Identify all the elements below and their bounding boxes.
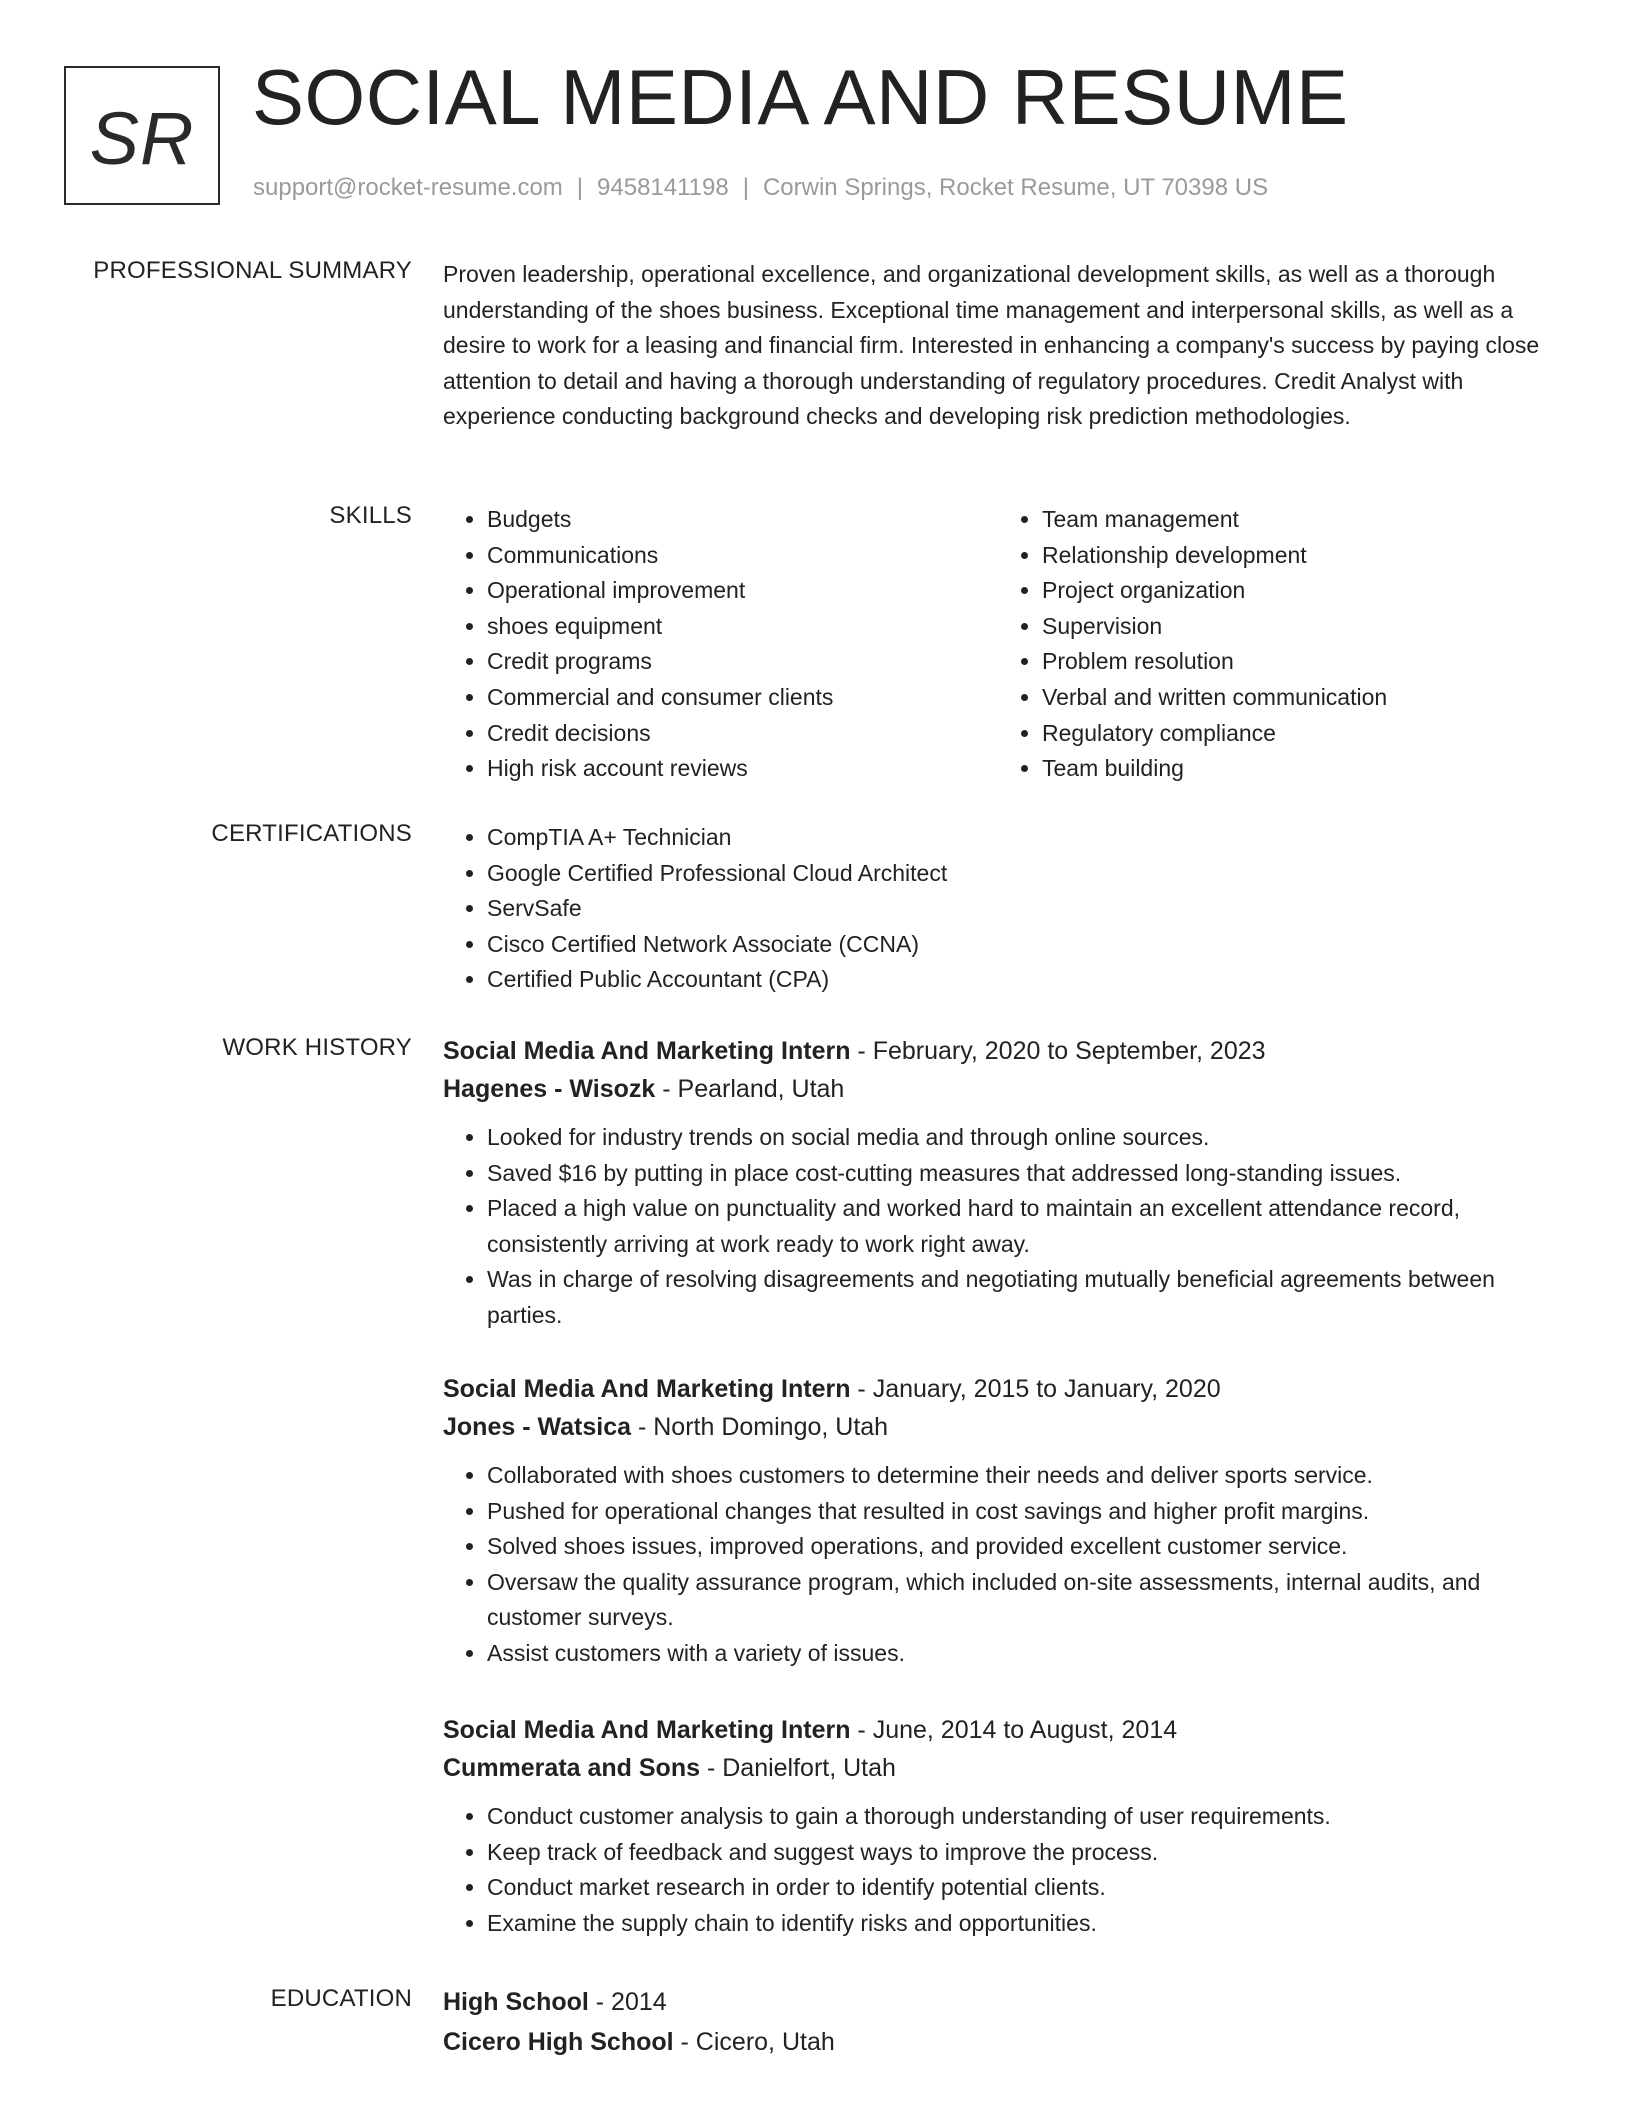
- skill-item: • Commercial and consumer clients: [487, 680, 998, 716]
- job-bullet: • Oversaw the quality assurance program, which included on-site assessments, internal audits, and customer surveys.: [487, 1565, 1553, 1636]
- education-degree-line: [443, 1983, 1553, 2021]
- skill-item: • shoes equipment: [487, 609, 998, 645]
- skill-item: • Regulatory compliance: [1042, 716, 1553, 752]
- job-bullet: • Saved $16 by putting in place cost-cutting measures that addressed long-standing issues.: [487, 1156, 1553, 1192]
- contact-separator: |: [742, 174, 749, 201]
- skill-item: • Team building: [1042, 751, 1553, 787]
- job-bullet: • Conduct market research in order to identify potential clients.: [487, 1870, 1553, 1906]
- job-company-line: [443, 1408, 1553, 1446]
- job-bullet: • Was in charge of resolving disagreements and negotiating mutually beneficial agreements between parties.: [487, 1262, 1553, 1333]
- contact-phone: 9458141198: [597, 174, 729, 201]
- job-bullets: [443, 1799, 1553, 1941]
- job-entry: [443, 1032, 1553, 1334]
- monogram-initials: SR: [89, 97, 195, 180]
- skill-item: • Supervision: [1042, 609, 1553, 645]
- section-label-certifications: CERTIFICATIONS: [211, 820, 412, 847]
- job-bullet: • Examine the supply chain to identify risks and opportunities.: [487, 1906, 1553, 1942]
- job-title: Social Media And Marketing Intern: [443, 1375, 851, 1403]
- job-title-line: [443, 1711, 1553, 1749]
- job-bullet: • Solved shoes issues, improved operations, and provided excellent customer service.: [487, 1529, 1553, 1565]
- job-location: - Pearland, Utah: [655, 1075, 845, 1103]
- certification-item: • Cisco Certified Network Associate (CCNA): [487, 927, 1553, 963]
- skill-item: • Operational improvement: [487, 573, 998, 609]
- job-entry: [443, 1370, 1553, 1672]
- job-location: - Danielfort, Utah: [700, 1754, 896, 1782]
- skill-item: • High risk account reviews: [487, 751, 998, 787]
- skill-item: • Problem resolution: [1042, 644, 1553, 680]
- certification-item: • ServSafe: [487, 891, 1553, 927]
- job-title-line: [443, 1032, 1553, 1070]
- skill-item: • Credit decisions: [487, 716, 998, 752]
- section-label-education: EDUCATION: [270, 1985, 412, 2012]
- job-bullet: • Conduct customer analysis to gain a thorough understanding of user requirements.: [487, 1799, 1553, 1835]
- skill-item: • Project organization: [1042, 573, 1553, 609]
- certification-item: • CompTIA A+ Technician: [487, 820, 1553, 856]
- job-company: Hagenes - Wisozk: [443, 1075, 656, 1103]
- contact-separator: |: [576, 174, 584, 201]
- skill-item: • Budgets: [487, 502, 998, 538]
- section-label-skills: SKILLS: [329, 502, 412, 529]
- section-label-work: WORK HISTORY: [222, 1034, 412, 1061]
- job-location: - North Domingo, Utah: [631, 1413, 889, 1441]
- contact-address: Corwin Springs, Rocket Resume, UT 70398 US: [762, 174, 1269, 201]
- summary-text: Proven leadership, operational excellence, and organizational development skills, as well as a thorough understanding of the shoes business. Exceptional time management and interpersonal skills, as well as a desire to work for a leasing and financial firm. Interested in enhancing a company's success by paying close attention to detail and having a thorough understanding of regulatory procedures. Credit Analyst with experience conducting background checks and developing risk prediction methodologies.: [443, 261, 1540, 430]
- skills-list-right: [998, 502, 1553, 787]
- job-company: Cummerata and Sons: [443, 1754, 701, 1782]
- skill-item: • Verbal and written communication: [1042, 680, 1553, 716]
- job-title: Social Media And Marketing Intern: [443, 1716, 851, 1744]
- monogram-box: [64, 66, 220, 205]
- job-bullets: [443, 1120, 1553, 1334]
- contact-email: support@rocket-resume.com: [253, 174, 563, 201]
- skill-item: • Communications: [487, 538, 998, 574]
- certification-item: • Google Certified Professional Cloud Architect: [487, 856, 1553, 892]
- skill-item: • Relationship development: [1042, 538, 1553, 574]
- job-company: Jones - Watsica: [443, 1413, 632, 1441]
- skill-item: • Team management: [1042, 502, 1553, 538]
- certification-item: • Certified Public Accountant (CPA): [487, 962, 1553, 998]
- job-bullets: [443, 1458, 1553, 1672]
- job-title-line: [443, 1370, 1553, 1408]
- job-bullet: • Placed a high value on punctuality and worked hard to maintain an excellent attendance record, consistently arriving at work ready to work right away.: [487, 1191, 1553, 1262]
- job-entry: [443, 1711, 1553, 1941]
- job-title: Social Media And Marketing Intern: [443, 1037, 851, 1065]
- job-company-line: [443, 1749, 1553, 1787]
- education-school-line: [443, 2023, 1553, 2061]
- section-label-summary: PROFESSIONAL SUMMARY: [93, 257, 412, 284]
- job-bullet: • Collaborated with shoes customers to determine their needs and deliver sports service.: [487, 1458, 1553, 1494]
- job-bullet: • Looked for industry trends on social media and through online sources.: [487, 1120, 1553, 1156]
- skills-list-left: [443, 502, 998, 787]
- education-location: - Cicero, Utah: [673, 2028, 835, 2056]
- job-bullet: • Assist customers with a variety of issues.: [487, 1636, 1553, 1672]
- resume-name: SOCIAL MEDIA AND RESUME: [252, 53, 1349, 141]
- job-dates: - January, 2015 to January, 2020: [850, 1375, 1221, 1403]
- education-year: - 2014: [588, 1988, 667, 2016]
- job-company-line: [443, 1070, 1553, 1108]
- contact-line: [253, 174, 1268, 202]
- education-degree: High School: [443, 1988, 589, 2016]
- job-bullet: • Keep track of feedback and suggest ways to improve the process.: [487, 1835, 1553, 1871]
- job-dates: - June, 2014 to August, 2014: [850, 1716, 1178, 1744]
- education-school: Cicero High School: [443, 2028, 674, 2056]
- job-dates: - February, 2020 to September, 2023: [850, 1037, 1266, 1065]
- job-bullet: • Pushed for operational changes that resulted in cost savings and higher profit margins.: [487, 1494, 1553, 1530]
- skill-item: • Credit programs: [487, 644, 998, 680]
- certifications-list: [443, 820, 1553, 998]
